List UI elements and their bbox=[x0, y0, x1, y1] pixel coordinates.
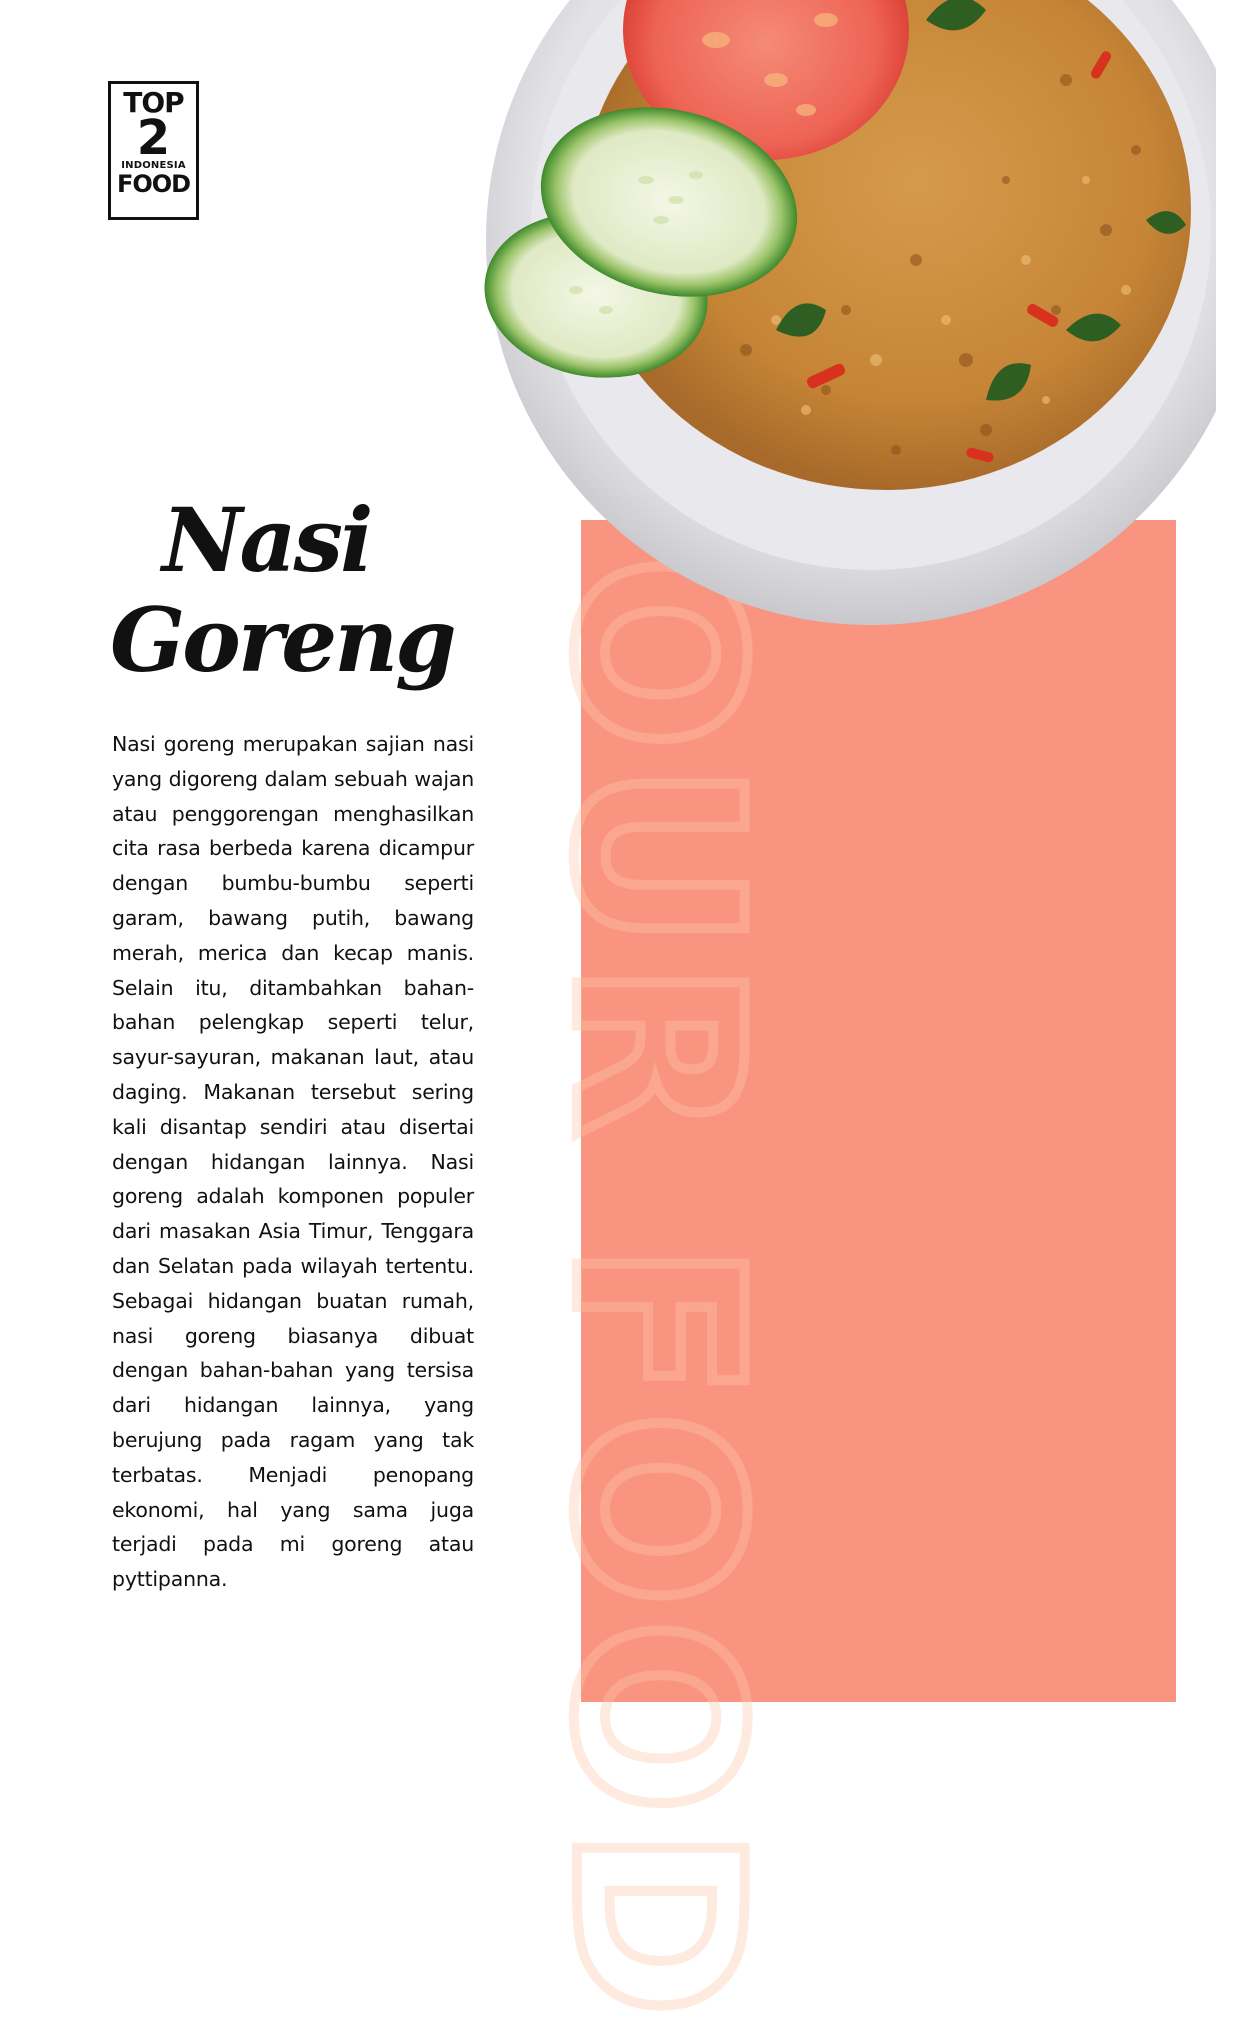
description-paragraph: Nasi goreng merupakan sajian nasi yang digoreng dalam sebuah wajan atau penggorengan menghasilkan cita rasa berbeda karena dicampur dengan bumbu-bumbu seperti garam, bawang putih, bawang merah, merica dan kecap manis. Selain itu, ditambahkan bahan-bahan pelengkap seperti telur, sayur-sayuran, makanan laut, atau daging. Makanan tersebut sering kali disantap sendiri atau disertai dengan hidangan lainnya. Nasi goreng adalah komponen populer dari masakan Asia Timur, Tenggara dan Selatan pada wilayah tertentu. Sebagai hidangan buatan rumah, nasi goreng biasanya dibuat dengan bahan-bahan yang tersisa dari hidangan lainnya, yang berujung pada ragam yang tak terbatas. Menjadi penopang ekonomi, hal yang sama juga terjadi pada mi goreng atau pyttipanna. bbox=[112, 732, 474, 1592]
logo-country-text: INDONESIA bbox=[121, 160, 186, 171]
watermark-text: OUR FOOD bbox=[522, 555, 789, 2030]
nasi-goreng-plate-image bbox=[446, 0, 1216, 680]
title-line-1: Nasi bbox=[162, 488, 371, 592]
page-title bbox=[110, 490, 510, 690]
top-2-indonesia-food-logo bbox=[108, 81, 199, 220]
logo-top-text: TOP bbox=[123, 86, 184, 119]
logo-number: 2 bbox=[136, 110, 171, 166]
logo-food-text: FOOD bbox=[116, 170, 191, 198]
title-line-2: Goreng bbox=[110, 588, 454, 692]
